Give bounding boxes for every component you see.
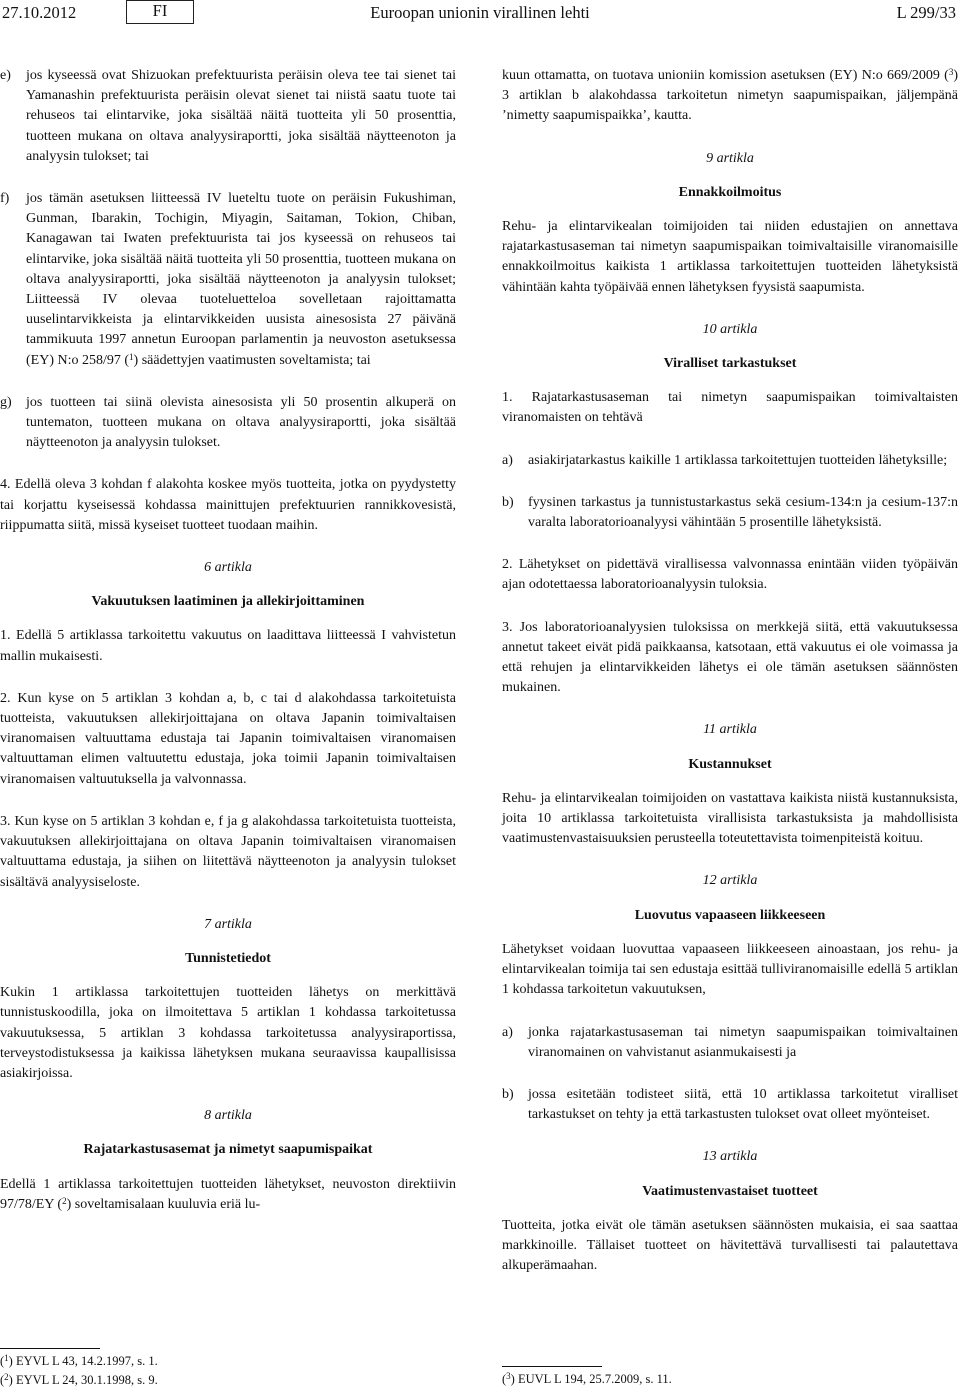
item-label: a) bbox=[502, 1024, 513, 1040]
item-text: asiakirjatarkastus kaikille 1 artiklassa tarkoitettujen tuotteiden lähetyksille; bbox=[528, 452, 948, 468]
item-label: e) bbox=[0, 68, 11, 83]
article-6-paragraph-2: 2. Kun kyse on 5 artiklan 3 kohdan a, b, c tai d alakohdassa tarkoitetuista tuotteista, vakuutuksen allekirjoittajana on oltava Japanin toimivaltaisen viranomaisen valtuuttama edustaja tai Japanin toimivaltaisen viranomaisen valtuuttaman elimen valtuutettu edustaja, joka toimii Japanin toimivaltaisen viranomaisen valtuutuksella ja valvonnassa. bbox=[0, 690, 456, 787]
footnote-ref[interactable]: 1 bbox=[129, 351, 134, 362]
item-label: a) bbox=[502, 452, 513, 468]
list-item-b bbox=[502, 493, 958, 533]
footnote-ref[interactable]: 2 bbox=[62, 1195, 67, 1206]
list-item-a bbox=[502, 1023, 958, 1063]
article-10-number: 10 artikla bbox=[702, 321, 758, 337]
footnotes-right bbox=[502, 1370, 958, 1389]
language-code-box: FI bbox=[126, 0, 194, 24]
footnote-text: EYVL L 43, 14.2.1997, s. 1. bbox=[12, 1354, 158, 1368]
list-item-e bbox=[0, 66, 456, 167]
article-13-title: Vaatimustenvastaiset tuotteet bbox=[642, 1183, 818, 1199]
item-text: jos tuotteen tai siinä olevista ainesosista yli 50 prosentin alkuperä on tuntematon, tuotteen mukana on oltava analyysiraportti, joka sisältää näytteenoton ja analyysin tulokset. bbox=[26, 394, 456, 451]
footnote: ($^1$) EYVL L 43, 14.2.1997, s. 1. bbox=[0, 1353, 158, 1368]
item-text bbox=[26, 189, 456, 371]
article-8-title: Rajatarkastusasemat ja nimetyt saapumispaikat bbox=[83, 1142, 373, 1158]
right-column bbox=[502, 66, 958, 1298]
article-8-number: 8 artikla bbox=[204, 1108, 252, 1124]
list-item-b bbox=[502, 1085, 958, 1125]
article-6-number: 6 artikla bbox=[204, 560, 252, 576]
article-6-title: Vakuutuksen laatiminen ja allekirjoittaminen bbox=[91, 594, 365, 610]
footnote-ref[interactable]: 3 bbox=[948, 67, 954, 77]
footnote-number: 3 bbox=[506, 1371, 511, 1381]
article-10-paragraph-2: 2. Lähetykset on pidettävä virallisessa valvonnassa enintään viiden työpäivän ajan odotettaessa laboratorioanalyysin tuloksia. bbox=[502, 557, 958, 593]
item-label: f) bbox=[0, 191, 10, 207]
footnote-number: 2 bbox=[4, 1372, 9, 1382]
paragraph-4: 4. Edellä oleva 3 kohdan f alakohta koskee myös tuotteita, jotka on pyydystetty tai korjattu kyseisessä kohdassa mainittujen prefektuurien rannikkovesistä, riippumatta siitä, missä kyseiset tuotteet tuodaan maihin. bbox=[0, 477, 456, 533]
paragraph-text-part: ) 3 artiklan b alakohdassa tarkoitetun nimetyn saapumispaikan, jäljempänä ’nimetty saapumispaikka’, kautta. bbox=[502, 68, 958, 124]
article-11-number: 11 artikla bbox=[703, 722, 757, 738]
article-13-number: 13 artikla bbox=[702, 1149, 758, 1165]
item-label: g) bbox=[0, 394, 12, 410]
article-7-title: Tunnistetiedot bbox=[185, 950, 271, 966]
article-12-title: Luovutus vapaaseen liikkeeseen bbox=[634, 907, 826, 923]
item-label: b) bbox=[502, 1086, 514, 1102]
article-13-paragraph-1: Tuotteita, jotka eivät ole tämän asetuksen säännösten mukaisia, ei saa saattaa markkinoille. Tällaiset tuotteet on hävitettävä turvallisesti tai palautettava alkuperämaahan. bbox=[502, 1217, 958, 1274]
item-text-part: jos tämän asetuksen liitteessä IV lueteltu tuote on peräisin Fukushiman, Gunman, Ibarakin, Tochigin, Miyagin, Saitaman, Tokion, Chiban, Kanagawan tai Iwaten prefektuurista tai jos kyseessä on rehuseos tai elintarvike, joka sisältää näitä tuotteita yli 50 prosenttia, tuotteen mukana on oltava analyysiraportti, joka sisältää näytteenoton ja analyysin tulokset; Liitteessä IV olevaa tuoteluetteloa sovelletaan rajoittamatta uuselintarvikkeista ja elintarvikkeiden uusista ainesosista 27 päivänä tammikuuta 1997 annetun Euroopan parlamentin ja neuvoston asetuksessa (EY) N:o 258/97 ( bbox=[26, 191, 456, 368]
footnote: ($^3$) EUVL L 194, 25.7.2009, s. 11. bbox=[502, 1371, 672, 1386]
list-item-a bbox=[502, 451, 958, 471]
page-reference: L 299/33 bbox=[896, 3, 956, 22]
article-9-title: Ennakkoilmoitus bbox=[678, 184, 782, 200]
paragraph-text-part: ) soveltamisalaan kuuluvia eriä lu- bbox=[66, 1196, 261, 1212]
paragraph-text-part: Edellä 1 artiklassa tarkoitettujen tuotteiden lähetykset, neuvoston direktiivin 97/78/EY ( bbox=[0, 1176, 456, 1212]
left-column bbox=[0, 66, 456, 1237]
footnote-text: EUVL L 194, 25.7.2009, s. 11. bbox=[514, 1372, 672, 1386]
item-label: b) bbox=[502, 494, 514, 510]
page-header bbox=[0, 0, 960, 26]
article-11-title: Kustannukset bbox=[688, 756, 772, 772]
footnote-text: EYVL L 24, 30.1.1998, s. 9. bbox=[12, 1373, 158, 1387]
item-text-part: ) säädettyjen vaatimusten soveltamista; tai bbox=[133, 352, 371, 368]
article-6-paragraph-3: 3. Kun kyse on 5 artiklan 3 kohdan e, f ja g alakohdassa tarkoitetuista tuotteista, vakuutuksen allekirjoittajana on oltava Japanin toimivaltaisen viranomaisen valtuuttama edustaja, ja siihen on liitettävä näytteenoton ja analyysin tulokset sisältävä analyysiseloste. bbox=[0, 813, 456, 890]
article-12-paragraph-1: Lähetykset voidaan luovuttaa vapaaseen liikkeeseen ainoastaan, jos rehu- ja elintarvikealan toimija tai sen edustaja esittää tulliviranomaisille edellä 5 artiklan 1 kohdassa tarkoitetun vakuutuksen, bbox=[502, 941, 958, 998]
article-7-number: 7 artikla bbox=[204, 916, 252, 932]
footnote-number: 1 bbox=[4, 1353, 9, 1363]
list-item-f bbox=[0, 189, 456, 371]
continuation-paragraph bbox=[502, 66, 958, 127]
item-text: fyysinen tarkastus ja tunnistustarkastus sekä cesium-134:n ja cesium-137:n varalta laboratorioanalyysi vähintään 5 prosentille lähetyksistä. bbox=[528, 494, 958, 531]
list-item-g bbox=[0, 393, 456, 454]
item-text: jossa esitetään todisteet siitä, että 10 artiklassa tarkoitetut viralliset tarkastukset on tehty ja että tarkastusten tulokset ovat olleet myönteiset. bbox=[528, 1086, 958, 1123]
article-11-paragraph-1: Rehu- ja elintarvikealan toimijoiden on vastattava kaikista niistä kustannuksista, joita 10 artiklassa tarkoitetuista virallisista tarkastuksista ja mahdollisista vaatimustenvastaisuuksien perusteella toteutettavista toimenpiteistä koituu. bbox=[502, 790, 958, 847]
article-10-title: Viralliset tarkastukset bbox=[663, 356, 797, 372]
article-12-number: 12 artikla bbox=[702, 873, 758, 889]
article-8-paragraph-1 bbox=[0, 1175, 456, 1215]
footnotes-left bbox=[0, 1352, 456, 1390]
footnote: ($^2$) EYVL L 24, 30.1.1998, s. 9. bbox=[0, 1372, 158, 1387]
item-text: jonka rajatarkastusaseman tai nimetyn saapumispaikan toimivaltainen viranomainen on vahvistanut asianmukaisesti ja bbox=[528, 1024, 958, 1060]
article-7-paragraph-1: Kukin 1 artiklassa tarkoitettujen tuotteiden lähetys on merkittävä tunnistuskoodilla, joka on ilmoitettava 5 artiklan 1 kohdassa tarkoitetussa vakuutuksessa, 5 artiklan 3 kohdassa tarkoitetussa analyysiraportissa, terveystodistuksessa ja kaikissa lähetyksen mukana seuraavissa kaupallisissa asiakirjoissa. bbox=[0, 985, 456, 1081]
journal-title: Euroopan unionin virallinen lehti bbox=[370, 3, 590, 22]
article-9-paragraph-1: Rehu- ja elintarvikealan toimijoiden tai niiden edustajien on annettava rajatarkastusaseman tai nimetyn saapumispaikan toimivaltaisille viranomaisille ennakkoilmoitus kaikista 1 artiklassa tarkoitettujen tuotteiden lähetyksistä vähintään kahta työpäivää ennen lähetyksen fyysistä saapumista. bbox=[502, 219, 958, 295]
article-6-paragraph-1: 1. Edellä 5 artiklassa tarkoitettu vakuutus on laadittava liitteessä I vahvistetun mallin mukaisesti. bbox=[0, 628, 456, 664]
article-9-number: 9 artikla bbox=[706, 150, 754, 166]
footnote-divider-right bbox=[502, 1366, 602, 1367]
publication-date: 27.10.2012 bbox=[2, 3, 77, 22]
article-10-paragraph-3: 3. Jos laboratorioanalyysien tuloksissa on merkkejä siitä, että vakuutuksessa annetut takeet eivät pidä paikkaansa, katsotaan, että vakuutus ei ole voimassa ja että rehujen ja elintarvikkeiden lähetys ei ole tämän asetuksen säännösten mukainen. bbox=[502, 619, 958, 696]
paragraph-text-part: kuun ottamatta, on tuotava unioniin komission asetuksen (EY) N:o 669/2009 ( bbox=[502, 68, 949, 83]
footnote-divider-left bbox=[0, 1348, 100, 1349]
article-10-paragraph-1: 1. Rajatarkastusaseman tai nimetyn saapumispaikan toimivaltaisten viranomaisten on tehtävä bbox=[502, 390, 958, 426]
item-text: jos kyseessä ovat Shizuokan prefektuurista peräisin oleva tee tai sienet tai Yamanashin prefektuurista peräisin olevat sienet tai niistä saatu tuote tai rehuseos tai elintarvike, joka sisältää näitä tuotteita yli 50 prosenttia, tuotteen mukana on oltava analyysiraportti, joka sisältää näytteenoton ja analyysin tulokset; tai bbox=[26, 68, 456, 164]
